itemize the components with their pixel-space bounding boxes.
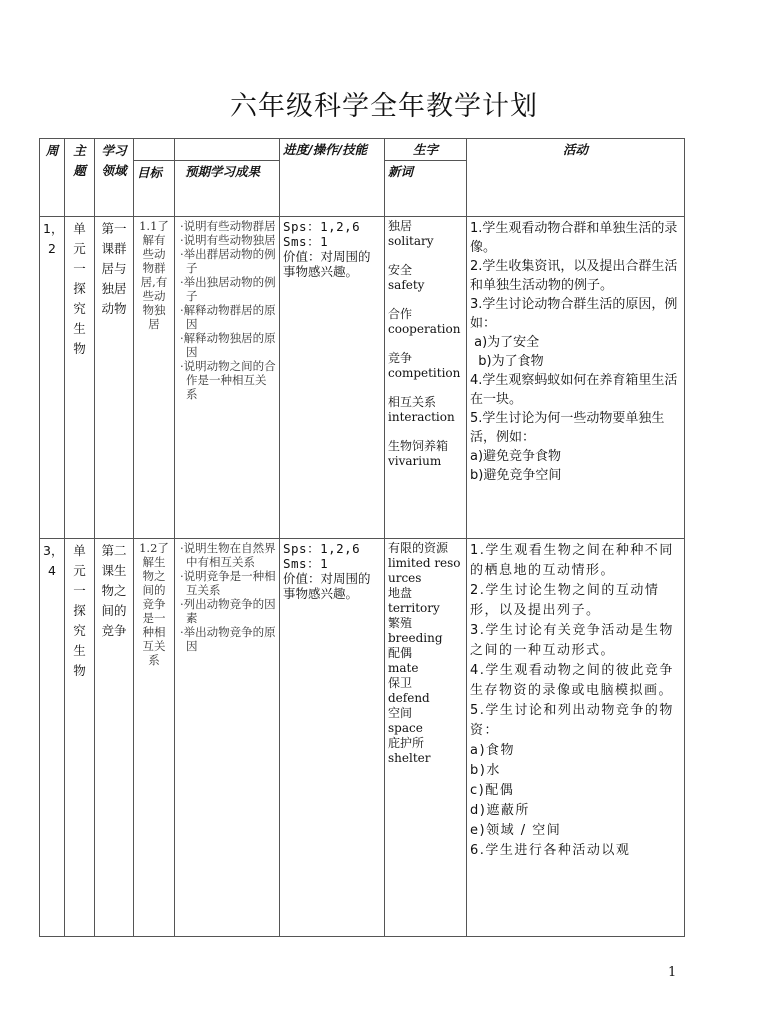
header-week: 周 <box>40 139 65 217</box>
domain-cell: 第二课生物之间的竞争 <box>95 539 134 937</box>
vocab-zh: 独居 <box>388 219 413 233</box>
vocab-en: shelter <box>388 751 431 765</box>
outcome-item: ·说明竞争是一种相互关系 <box>180 569 276 597</box>
outcomes-cell <box>175 217 280 539</box>
vocab-en: mate <box>388 661 419 675</box>
outcomes-cell <box>175 539 280 937</box>
activity-item: 4.学生观察蚂蚁如何在养育箱里生活在一块。 <box>470 373 678 407</box>
week-cell: 3，4 <box>40 539 65 937</box>
sms-text: Sms：1 <box>283 234 329 249</box>
activities-cell <box>467 217 685 539</box>
activity-item: a)为了安全 <box>470 335 540 350</box>
activities-cell <box>467 539 685 937</box>
header-row <box>40 139 685 161</box>
week-cell: 1，2 <box>40 217 65 539</box>
vocab-zh: 空间 <box>388 706 413 720</box>
activity-item: 5.学生讨论和列出动物竞争的物资： <box>470 703 674 738</box>
header-vocab-bottom: 新词 <box>385 161 467 217</box>
outcome-item: ·说明有些动物群居 <box>180 219 276 233</box>
vocab-en: vivarium <box>388 454 442 468</box>
header-objective: 目标 <box>134 161 175 217</box>
header-vocab-top: 生字 <box>385 139 467 161</box>
vocab-en: territory <box>388 601 440 615</box>
outcome-item: ·说明生物在自然界中有相互关系 <box>180 541 276 569</box>
activity-item: 1.学生观看动物合群和单独生活的录像。 <box>470 221 678 255</box>
vocab-zh: 繁殖 <box>388 616 413 630</box>
activity-item: a)食物 <box>470 743 516 758</box>
outcome-item: ·解释动物独居的原因 <box>180 331 276 359</box>
vocab-en: interaction <box>388 410 455 424</box>
page-number: 1 <box>668 965 677 980</box>
sps-text: Sps：1,2,6 <box>283 219 361 234</box>
outcome-item: ·举出动物竞争的原因 <box>180 625 276 653</box>
activity-item: b)为了食物 <box>470 354 544 369</box>
vocab-en: solitary <box>388 234 434 248</box>
vocab-zh: 保卫 <box>388 676 413 690</box>
activity-item: 2.学生讨论生物之间的互动情形，以及提出列子。 <box>470 583 660 618</box>
activity-item: b)水 <box>470 763 501 778</box>
vocab-zh: 合作 <box>388 307 413 321</box>
vocab-en: competition <box>388 366 461 380</box>
vocab-en: breeding <box>388 631 443 645</box>
vocab-zh: 相互关系 <box>388 395 437 409</box>
header-blank-2 <box>175 139 280 161</box>
outcome-item: ·举出群居动物的例子 <box>180 247 276 275</box>
outcome-item: ·列出动物竞争的因素 <box>180 597 276 625</box>
activity-item: 3.学生讨论动物合群生活的原因，例如： <box>470 297 678 331</box>
vocab-en: limited resources <box>388 556 461 585</box>
value-text: 价值：对周围的事物感兴趣。 <box>283 571 371 601</box>
activity-item: b)避免竞争空间 <box>470 468 562 483</box>
vocab-zh: 竞争 <box>388 351 413 365</box>
vocab-en: cooperation <box>388 322 461 336</box>
outcome-item: ·举出独居动物的例子 <box>180 275 276 303</box>
activity-item: 5.学生讨论为何一些动物要单独生活，例如： <box>470 411 665 445</box>
theme-cell: 单元一探究生物 <box>65 217 95 539</box>
sms-text: Sms：1 <box>283 556 329 571</box>
page-title: 六年级科学全年教学计划 <box>230 91 538 122</box>
objective-cell: 1.1了解有些动物群居,有些动物独居 <box>134 217 175 539</box>
vocab-zh: 安全 <box>388 263 413 277</box>
header-outcomes: 预期学习成果 <box>175 161 280 217</box>
activity-item: a)避免竞争食物 <box>470 449 562 464</box>
activity-item: e)领域 / 空间 <box>470 823 562 838</box>
activity-item: c)配偶 <box>470 783 515 798</box>
vocab-zh: 配偶 <box>388 646 413 660</box>
outcome-item: ·解释动物群居的原因 <box>180 303 276 331</box>
table-row <box>40 539 685 937</box>
vocab-en: defend <box>388 691 430 705</box>
vocab-en: safety <box>388 278 425 292</box>
teaching-plan-table <box>39 138 685 937</box>
table-row <box>40 217 685 539</box>
value-text: 价值：对周围的事物感兴趣。 <box>283 249 371 279</box>
progress-cell <box>280 217 385 539</box>
vocab-zh: 地盘 <box>388 586 413 600</box>
header-theme: 主题 <box>65 139 95 217</box>
vocab-en: space <box>388 721 423 735</box>
activity-item: 4.学生观看动物之间的彼此竞争生存物资的录像或电脑模拟画。 <box>470 663 674 698</box>
activity-item: 3.学生讨论有关竞争活动是生物之间的一种互动形式。 <box>470 623 674 658</box>
header-activities: 活动 <box>467 139 685 217</box>
progress-cell <box>280 539 385 937</box>
vocab-zh: 庇护所 <box>388 736 425 750</box>
header-blank-1 <box>134 139 175 161</box>
theme-cell: 单元一探究生物 <box>65 539 95 937</box>
activity-item: 1.学生观看生物之间在种种不同的栖息地的互动情形。 <box>470 543 674 578</box>
activity-item: 2.学生收集资讯，以及提出合群生活和单独生活动物的例子。 <box>470 259 678 293</box>
outcome-item: ·说明有些动物独居 <box>180 233 276 247</box>
header-domain: 学习领域 <box>95 139 134 217</box>
vocab-zh: 生物饲养箱 <box>388 439 449 453</box>
activity-item: 6.学生进行各种活动以观 <box>470 843 631 858</box>
header-progress: 进度/操作/技能 <box>280 139 385 217</box>
domain-cell: 第一课群居与独居动物 <box>95 217 134 539</box>
vocab-cell <box>385 217 467 539</box>
outcome-item: ·说明动物之间的合作是一种相互关系 <box>180 359 276 401</box>
activity-item: d)遮蔽所 <box>470 803 530 818</box>
sps-text: Sps：1,2,6 <box>283 541 361 556</box>
vocab-zh: 有限的资源 <box>388 541 449 555</box>
vocab-cell <box>385 539 467 937</box>
objective-cell: 1.2了解生物之间的竞争是一种相互关系 <box>134 539 175 937</box>
